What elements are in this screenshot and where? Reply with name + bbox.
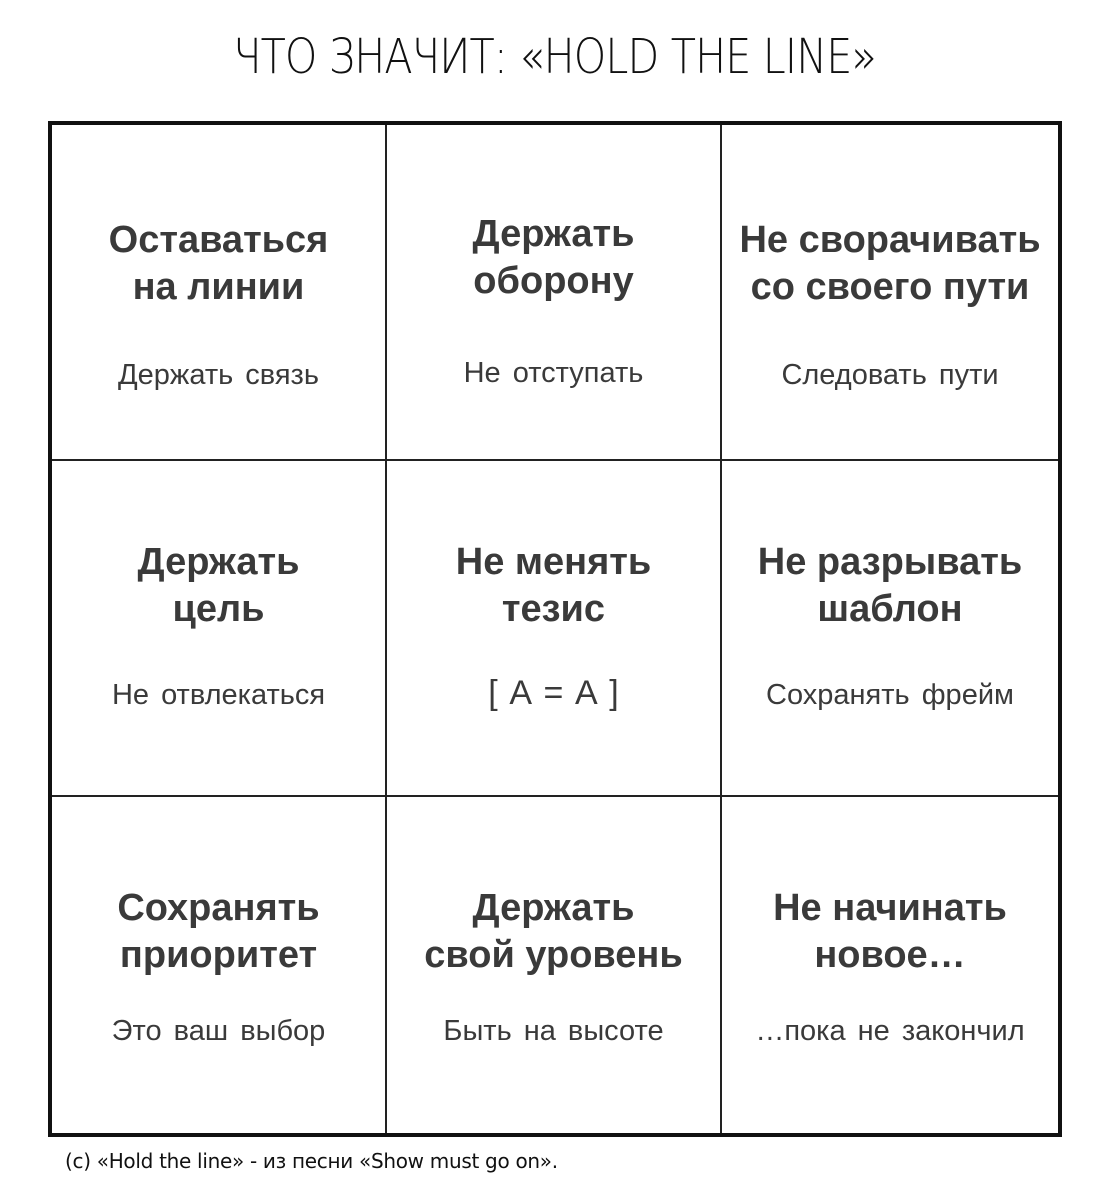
cell-heading: Не разрывать шаблон	[757, 541, 1023, 630]
cell-subtitle: …пока не закончил	[755, 1015, 1025, 1047]
cell-heading: Оставаться на линии	[108, 219, 329, 308]
grid-cell	[722, 797, 1058, 1133]
cell-subtitle: Не отвлекаться	[111, 679, 326, 711]
cell-subtitle: Сохранять фрейм	[766, 679, 1014, 711]
meaning-grid	[48, 121, 1062, 1137]
cell-subtitle: Держать связь	[118, 359, 319, 391]
cell-formula: [ A = A ]	[488, 674, 619, 712]
grid-cell	[387, 797, 722, 1133]
grid-cell	[387, 461, 722, 797]
cell-heading: Не начинать новое…	[773, 887, 1007, 976]
cell-subtitle: Следовать пути	[781, 359, 999, 391]
grid-cell	[52, 461, 387, 797]
cell-heading: Держать свой уровень	[424, 887, 683, 976]
page-title: ЧТО ЗНАЧИТ: «HOLD THE LINE»	[233, 29, 876, 85]
grid-cell	[387, 125, 722, 461]
cell-subtitle: Это ваш выбор	[111, 1015, 326, 1047]
cell-heading: Не сворачивать со своего пути	[739, 219, 1041, 308]
cell-subtitle: Быть на высоте	[443, 1015, 664, 1047]
footnote: (c) «Hold the line» - из песни «Show must go on».	[65, 1149, 558, 1173]
cell-heading: Держать цель	[137, 541, 300, 630]
cell-heading: Держать оборону	[472, 213, 635, 302]
grid-cell	[52, 797, 387, 1133]
grid-cell	[722, 461, 1058, 797]
cell-heading: Не менять тезис	[455, 541, 652, 630]
cell-heading: Сохранять приоритет	[117, 887, 320, 976]
grid-cell	[52, 125, 387, 461]
cell-subtitle: Не отступать	[463, 357, 644, 389]
grid-cell	[722, 125, 1058, 461]
